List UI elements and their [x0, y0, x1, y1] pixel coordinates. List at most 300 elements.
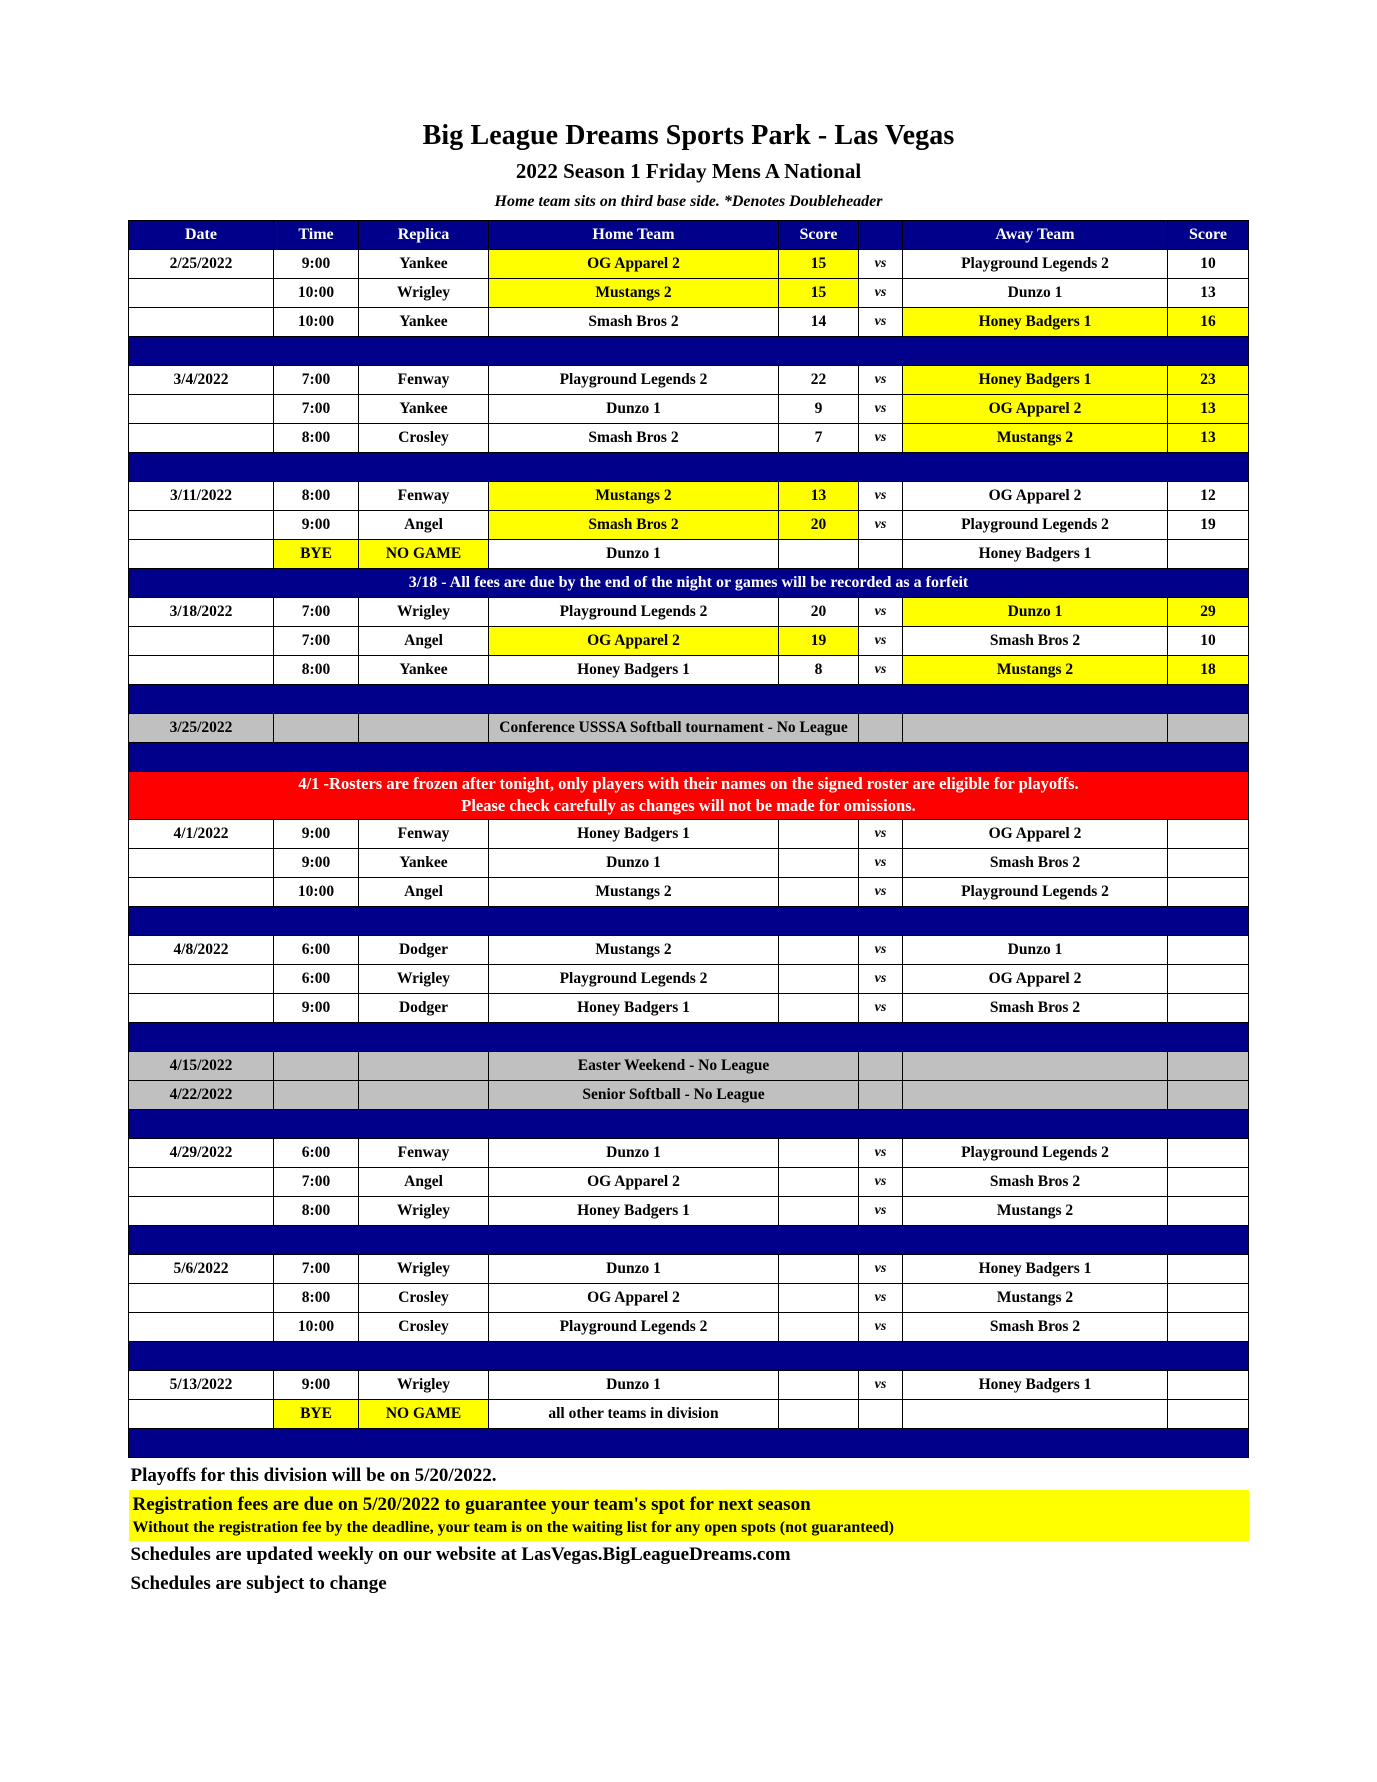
cell-home-score — [779, 935, 859, 964]
cell-time: 7:00 — [274, 627, 359, 656]
registration-notice — [129, 1490, 1249, 1540]
cell-vs: vs — [859, 250, 903, 279]
registration-headline: Registration fees are due on 5/20/2022 to guarantee your team's spot for next season — [132, 1494, 811, 1516]
no-league-time — [274, 1080, 359, 1109]
separator-cell — [129, 1225, 1249, 1254]
cell-time: 8:00 — [274, 1283, 359, 1312]
cell-replica: Yankee — [359, 656, 489, 685]
cell-away-team: Smash Bros 2 — [903, 1167, 1168, 1196]
cell-home-score: 20 — [779, 598, 859, 627]
page-title: Big League Dreams Sports Park - Las Vegas — [422, 120, 955, 151]
cell-time: 7:00 — [274, 598, 359, 627]
no-league-away-score — [1168, 714, 1249, 743]
cell-replica: Crosley — [359, 1283, 489, 1312]
cell-away-score: 13 — [1168, 424, 1249, 453]
table-row — [129, 1167, 1249, 1196]
cell-date — [129, 656, 274, 685]
cell-away-score: 10 — [1168, 250, 1249, 279]
cell-home-score — [779, 1196, 859, 1225]
cell-away-score — [1168, 1312, 1249, 1341]
no-league-away — [903, 714, 1168, 743]
no-league-row — [129, 1051, 1249, 1080]
cell-home-score — [779, 993, 859, 1022]
cell-away-score — [1168, 1370, 1249, 1399]
cell-away-score: 12 — [1168, 482, 1249, 511]
cell-away-score: 23 — [1168, 366, 1249, 395]
no-league-replica — [359, 714, 489, 743]
table-row — [129, 1283, 1249, 1312]
subject-to-change-note: Schedules are subject to change — [130, 1572, 387, 1594]
cell-away-team: Playground Legends 2 — [903, 511, 1168, 540]
cell-away-team: Honey Badgers 1 — [903, 1254, 1168, 1283]
cell-home-score — [779, 1138, 859, 1167]
week-separator — [129, 1341, 1249, 1370]
week-separator — [129, 1109, 1249, 1138]
cell-vs: vs — [859, 1167, 903, 1196]
cell-vs: vs — [859, 1283, 903, 1312]
table-row — [129, 1312, 1249, 1341]
cell-home-score: 19 — [779, 627, 859, 656]
table-row — [129, 424, 1249, 453]
cell-vs: vs — [859, 511, 903, 540]
cell-date — [129, 877, 274, 906]
cell-home-score: 15 — [779, 250, 859, 279]
cell-home-score — [779, 540, 859, 569]
cell-date — [129, 395, 274, 424]
cell-away-score: 16 — [1168, 308, 1249, 337]
cell-away-score: 19 — [1168, 511, 1249, 540]
table-row — [129, 308, 1249, 337]
cell-away-score — [1168, 1196, 1249, 1225]
cell-date — [129, 1312, 274, 1341]
cell-vs: vs — [859, 877, 903, 906]
cell-home-score: 22 — [779, 366, 859, 395]
cell-time: 9:00 — [274, 511, 359, 540]
no-league-row — [129, 1080, 1249, 1109]
cell-home-score: 14 — [779, 308, 859, 337]
cell-away-team: Dunzo 1 — [903, 598, 1168, 627]
cell-away-score — [1168, 935, 1249, 964]
cell-home-team: OG Apparel 2 — [489, 250, 779, 279]
cell-vs — [859, 540, 903, 569]
cell-vs: vs — [859, 395, 903, 424]
cell-date: 3/4/2022 — [129, 366, 274, 395]
cell-time: BYE — [274, 1399, 359, 1428]
cell-date — [129, 511, 274, 540]
cell-replica: Wrigley — [359, 1370, 489, 1399]
cell-away-team: Mustangs 2 — [903, 1283, 1168, 1312]
cell-away-score: 13 — [1168, 395, 1249, 424]
cell-replica: Yankee — [359, 395, 489, 424]
table-row — [129, 993, 1249, 1022]
no-league-vs — [859, 1080, 903, 1109]
cell-away-team: OG Apparel 2 — [903, 482, 1168, 511]
column-header-time: Time — [274, 221, 359, 250]
column-header-date: Date — [129, 221, 274, 250]
cell-home-team: Dunzo 1 — [489, 540, 779, 569]
week-separator — [129, 743, 1249, 772]
table-row — [129, 964, 1249, 993]
cell-date: 3/11/2022 — [129, 482, 274, 511]
column-header-replica: Replica — [359, 221, 489, 250]
no-league-away — [903, 1080, 1168, 1109]
table-row — [129, 1254, 1249, 1283]
cell-vs: vs — [859, 482, 903, 511]
separator-cell — [129, 1341, 1249, 1370]
cell-home-score — [779, 1167, 859, 1196]
cell-vs: vs — [859, 656, 903, 685]
cell-vs: vs — [859, 935, 903, 964]
cell-away-score — [1168, 1138, 1249, 1167]
column-header-home-team: Home Team — [489, 221, 779, 250]
week-separator — [129, 1022, 1249, 1051]
cell-home-team: Playground Legends 2 — [489, 366, 779, 395]
cell-home-team: OG Apparel 2 — [489, 1283, 779, 1312]
cell-away-team: Honey Badgers 1 — [903, 366, 1168, 395]
cell-home-team: Dunzo 1 — [489, 1370, 779, 1399]
cell-vs: vs — [859, 279, 903, 308]
cell-vs: vs — [859, 1138, 903, 1167]
cell-date — [129, 993, 274, 1022]
table-row — [129, 656, 1249, 685]
cell-replica: Dodger — [359, 993, 489, 1022]
no-league-replica — [359, 1051, 489, 1080]
cell-away-team: Smash Bros 2 — [903, 627, 1168, 656]
cell-away-score — [1168, 1254, 1249, 1283]
cell-home-team: Playground Legends 2 — [489, 598, 779, 627]
cell-replica: Fenway — [359, 1138, 489, 1167]
fees-notice-text: 3/18 - All fees are due by the end of the night or games will be recorded as a forfeit — [129, 569, 1249, 598]
cell-date: 5/13/2022 — [129, 1370, 274, 1399]
cell-vs: vs — [859, 964, 903, 993]
separator-cell — [129, 1022, 1249, 1051]
no-league-text: Senior Softball - No League — [489, 1080, 859, 1109]
cell-vs: vs — [859, 1254, 903, 1283]
cell-home-team: all other teams in division — [489, 1399, 779, 1428]
cell-date — [129, 1196, 274, 1225]
cell-away-score — [1168, 877, 1249, 906]
week-separator — [129, 453, 1249, 482]
cell-date — [129, 1283, 274, 1312]
cell-away-team — [903, 1399, 1168, 1428]
cell-home-team: Honey Badgers 1 — [489, 656, 779, 685]
table-header — [129, 221, 1249, 250]
cell-home-score: 15 — [779, 279, 859, 308]
cell-away-team: Playground Legends 2 — [903, 1138, 1168, 1167]
cell-time: 9:00 — [274, 1370, 359, 1399]
cell-away-score — [1168, 1283, 1249, 1312]
week-separator — [129, 1428, 1249, 1457]
cell-replica: Wrigley — [359, 964, 489, 993]
separator-cell — [129, 743, 1249, 772]
column-header-home-score: Score — [779, 221, 859, 250]
cell-home-team: Playground Legends 2 — [489, 1312, 779, 1341]
cell-replica: NO GAME — [359, 540, 489, 569]
week-separator — [129, 337, 1249, 366]
cell-away-team: Smash Bros 2 — [903, 848, 1168, 877]
cell-date — [129, 279, 274, 308]
separator-cell — [129, 906, 1249, 935]
cell-replica: Fenway — [359, 819, 489, 848]
cell-vs — [859, 1399, 903, 1428]
separator-cell — [129, 453, 1249, 482]
cell-away-score — [1168, 1399, 1249, 1428]
cell-date: 5/6/2022 — [129, 1254, 274, 1283]
table-row — [129, 1138, 1249, 1167]
cell-away-score: 10 — [1168, 627, 1249, 656]
cell-replica: Fenway — [359, 366, 489, 395]
separator-cell — [129, 1109, 1249, 1138]
cell-vs: vs — [859, 848, 903, 877]
page-subtitle: 2022 Season 1 Friday Mens A National — [515, 159, 862, 183]
cell-away-score: 13 — [1168, 279, 1249, 308]
no-league-replica — [359, 1080, 489, 1109]
cell-home-team: Honey Badgers 1 — [489, 819, 779, 848]
cell-time: 6:00 — [274, 935, 359, 964]
table-row — [129, 366, 1249, 395]
roster-notice-line-1: 4/1 -Rosters are frozen after tonight, only players with their names on the signed roster are eligible for playoffs. — [298, 774, 1079, 794]
table-header-row — [129, 221, 1249, 250]
table-row — [129, 598, 1249, 627]
separator-cell — [129, 337, 1249, 366]
cell-home-team: Honey Badgers 1 — [489, 1196, 779, 1225]
cell-home-score: 7 — [779, 424, 859, 453]
cell-replica: Angel — [359, 511, 489, 540]
fees-notice-row — [129, 569, 1249, 598]
cell-date — [129, 308, 274, 337]
cell-away-team: Honey Badgers 1 — [903, 1370, 1168, 1399]
cell-home-team: Dunzo 1 — [489, 1254, 779, 1283]
cell-home-score — [779, 877, 859, 906]
cell-home-score — [779, 1254, 859, 1283]
cell-replica: Angel — [359, 1167, 489, 1196]
cell-away-team: Dunzo 1 — [903, 935, 1168, 964]
cell-home-team: OG Apparel 2 — [489, 627, 779, 656]
cell-date: 2/25/2022 — [129, 250, 274, 279]
cell-time: 6:00 — [274, 964, 359, 993]
cell-away-team: Honey Badgers 1 — [903, 308, 1168, 337]
cell-time: 10:00 — [274, 308, 359, 337]
cell-date: 4/1/2022 — [129, 819, 274, 848]
cell-home-team: Dunzo 1 — [489, 1138, 779, 1167]
week-separator — [129, 906, 1249, 935]
cell-home-team: Smash Bros 2 — [489, 308, 779, 337]
schedule-table — [128, 220, 1249, 1458]
cell-replica: NO GAME — [359, 1399, 489, 1428]
cell-home-score: 20 — [779, 511, 859, 540]
cell-vs: vs — [859, 366, 903, 395]
no-league-vs — [859, 714, 903, 743]
cell-date — [129, 848, 274, 877]
cell-away-team: OG Apparel 2 — [903, 819, 1168, 848]
no-league-time — [274, 714, 359, 743]
cell-away-score — [1168, 964, 1249, 993]
cell-home-score — [779, 848, 859, 877]
cell-replica: Yankee — [359, 848, 489, 877]
cell-time: 8:00 — [274, 656, 359, 685]
column-header-away-score: Score — [1168, 221, 1249, 250]
footer-notes — [129, 1462, 1249, 1599]
cell-home-score: 9 — [779, 395, 859, 424]
website-note: Schedules are updated weekly on our website at LasVegas.BigLeagueDreams.com — [130, 1543, 791, 1565]
cell-home-team: Smash Bros 2 — [489, 511, 779, 540]
cell-home-team: Smash Bros 2 — [489, 424, 779, 453]
cell-away-team: Playground Legends 2 — [903, 877, 1168, 906]
cell-home-team: Mustangs 2 — [489, 935, 779, 964]
table-row — [129, 877, 1249, 906]
cell-vs: vs — [859, 627, 903, 656]
table-row — [129, 848, 1249, 877]
cell-date: 4/8/2022 — [129, 935, 274, 964]
cell-time: 9:00 — [274, 250, 359, 279]
table-row — [129, 482, 1249, 511]
cell-away-score — [1168, 819, 1249, 848]
cell-away-team: OG Apparel 2 — [903, 395, 1168, 424]
cell-time: 8:00 — [274, 424, 359, 453]
table-row — [129, 279, 1249, 308]
table-row — [129, 511, 1249, 540]
cell-vs: vs — [859, 993, 903, 1022]
cell-replica: Wrigley — [359, 598, 489, 627]
cell-vs: vs — [859, 1312, 903, 1341]
no-league-text: Conference USSSA Softball tournament - No League — [489, 714, 859, 743]
cell-away-score: 29 — [1168, 598, 1249, 627]
cell-away-team: Playground Legends 2 — [903, 250, 1168, 279]
cell-vs: vs — [859, 1196, 903, 1225]
cell-time: 7:00 — [274, 1254, 359, 1283]
cell-home-score — [779, 1399, 859, 1428]
table-row — [129, 627, 1249, 656]
roster-freeze-notice-text — [129, 772, 1249, 820]
no-league-time — [274, 1051, 359, 1080]
table-row — [129, 819, 1249, 848]
cell-date — [129, 540, 274, 569]
table-row — [129, 935, 1249, 964]
cell-vs: vs — [859, 308, 903, 337]
playoffs-note: Playoffs for this division will be on 5/20/2022. — [130, 1464, 497, 1486]
cell-home-score — [779, 1283, 859, 1312]
cell-time: 7:00 — [274, 395, 359, 424]
no-league-date: 4/22/2022 — [129, 1080, 274, 1109]
cell-time: 8:00 — [274, 482, 359, 511]
separator-cell — [129, 685, 1249, 714]
home-team-note: Home team sits on third base side. *Denotes Doubleheader — [494, 193, 883, 211]
cell-home-score — [779, 964, 859, 993]
cell-home-team: Playground Legends 2 — [489, 964, 779, 993]
cell-time: BYE — [274, 540, 359, 569]
cell-home-score — [779, 1312, 859, 1341]
cell-away-team: Smash Bros 2 — [903, 1312, 1168, 1341]
no-league-vs — [859, 1051, 903, 1080]
roster-notice-line-2: Please check carefully as changes will not be made for omissions. — [461, 796, 916, 816]
cell-replica: Wrigley — [359, 1196, 489, 1225]
table-row — [129, 250, 1249, 279]
cell-time: 10:00 — [274, 877, 359, 906]
cell-replica: Yankee — [359, 308, 489, 337]
cell-away-score: 18 — [1168, 656, 1249, 685]
cell-home-team: Honey Badgers 1 — [489, 993, 779, 1022]
no-league-away-score — [1168, 1080, 1249, 1109]
cell-home-team: Mustangs 2 — [489, 482, 779, 511]
cell-time: 10:00 — [274, 1312, 359, 1341]
week-separator — [129, 685, 1249, 714]
cell-home-score: 8 — [779, 656, 859, 685]
column-header-away-team: Away Team — [903, 221, 1168, 250]
roster-freeze-notice-row — [129, 772, 1249, 820]
cell-date — [129, 1399, 274, 1428]
cell-home-team: Dunzo 1 — [489, 848, 779, 877]
cell-time: 8:00 — [274, 1196, 359, 1225]
table-body — [129, 250, 1249, 1458]
cell-replica: Crosley — [359, 424, 489, 453]
cell-away-team: Mustangs 2 — [903, 1196, 1168, 1225]
cell-away-team: OG Apparel 2 — [903, 964, 1168, 993]
cell-replica: Fenway — [359, 482, 489, 511]
no-league-date: 3/25/2022 — [129, 714, 274, 743]
document-header — [0, 118, 1377, 211]
cell-home-score — [779, 1370, 859, 1399]
cell-replica: Angel — [359, 877, 489, 906]
cell-date — [129, 424, 274, 453]
cell-time: 10:00 — [274, 279, 359, 308]
cell-away-team: Smash Bros 2 — [903, 993, 1168, 1022]
cell-date — [129, 964, 274, 993]
cell-time: 9:00 — [274, 819, 359, 848]
cell-home-team: Mustangs 2 — [489, 877, 779, 906]
cell-time: 7:00 — [274, 1167, 359, 1196]
cell-vs: vs — [859, 1370, 903, 1399]
cell-home-team: Mustangs 2 — [489, 279, 779, 308]
cell-replica: Wrigley — [359, 1254, 489, 1283]
cell-replica: Angel — [359, 627, 489, 656]
no-league-date: 4/15/2022 — [129, 1051, 274, 1080]
cell-home-score: 13 — [779, 482, 859, 511]
no-league-away — [903, 1051, 1168, 1080]
bye-row — [129, 540, 1249, 569]
cell-replica: Crosley — [359, 1312, 489, 1341]
cell-time: 7:00 — [274, 366, 359, 395]
week-separator — [129, 1225, 1249, 1254]
cell-vs: vs — [859, 424, 903, 453]
table-row — [129, 1370, 1249, 1399]
bye-row — [129, 1399, 1249, 1428]
cell-home-team: OG Apparel 2 — [489, 1167, 779, 1196]
cell-vs: vs — [859, 819, 903, 848]
cell-date: 3/18/2022 — [129, 598, 274, 627]
cell-date — [129, 627, 274, 656]
cell-time: 6:00 — [274, 1138, 359, 1167]
no-league-text: Easter Weekend - No League — [489, 1051, 859, 1080]
no-league-row — [129, 714, 1249, 743]
separator-cell — [129, 1428, 1249, 1457]
cell-away-team: Mustangs 2 — [903, 424, 1168, 453]
cell-away-score — [1168, 848, 1249, 877]
cell-replica: Dodger — [359, 935, 489, 964]
cell-away-team: Dunzo 1 — [903, 279, 1168, 308]
cell-time: 9:00 — [274, 993, 359, 1022]
cell-away-team: Mustangs 2 — [903, 656, 1168, 685]
no-league-away-score — [1168, 1051, 1249, 1080]
cell-away-score — [1168, 993, 1249, 1022]
cell-away-score — [1168, 1167, 1249, 1196]
cell-away-team: Honey Badgers 1 — [903, 540, 1168, 569]
table-row — [129, 395, 1249, 424]
cell-home-team: Dunzo 1 — [489, 395, 779, 424]
cell-time: 9:00 — [274, 848, 359, 877]
cell-home-score — [779, 819, 859, 848]
registration-subtext: Without the registration fee by the deadline, your team is on the waiting list for any open spots (not guaranteed) — [132, 1519, 894, 1537]
cell-vs: vs — [859, 598, 903, 627]
